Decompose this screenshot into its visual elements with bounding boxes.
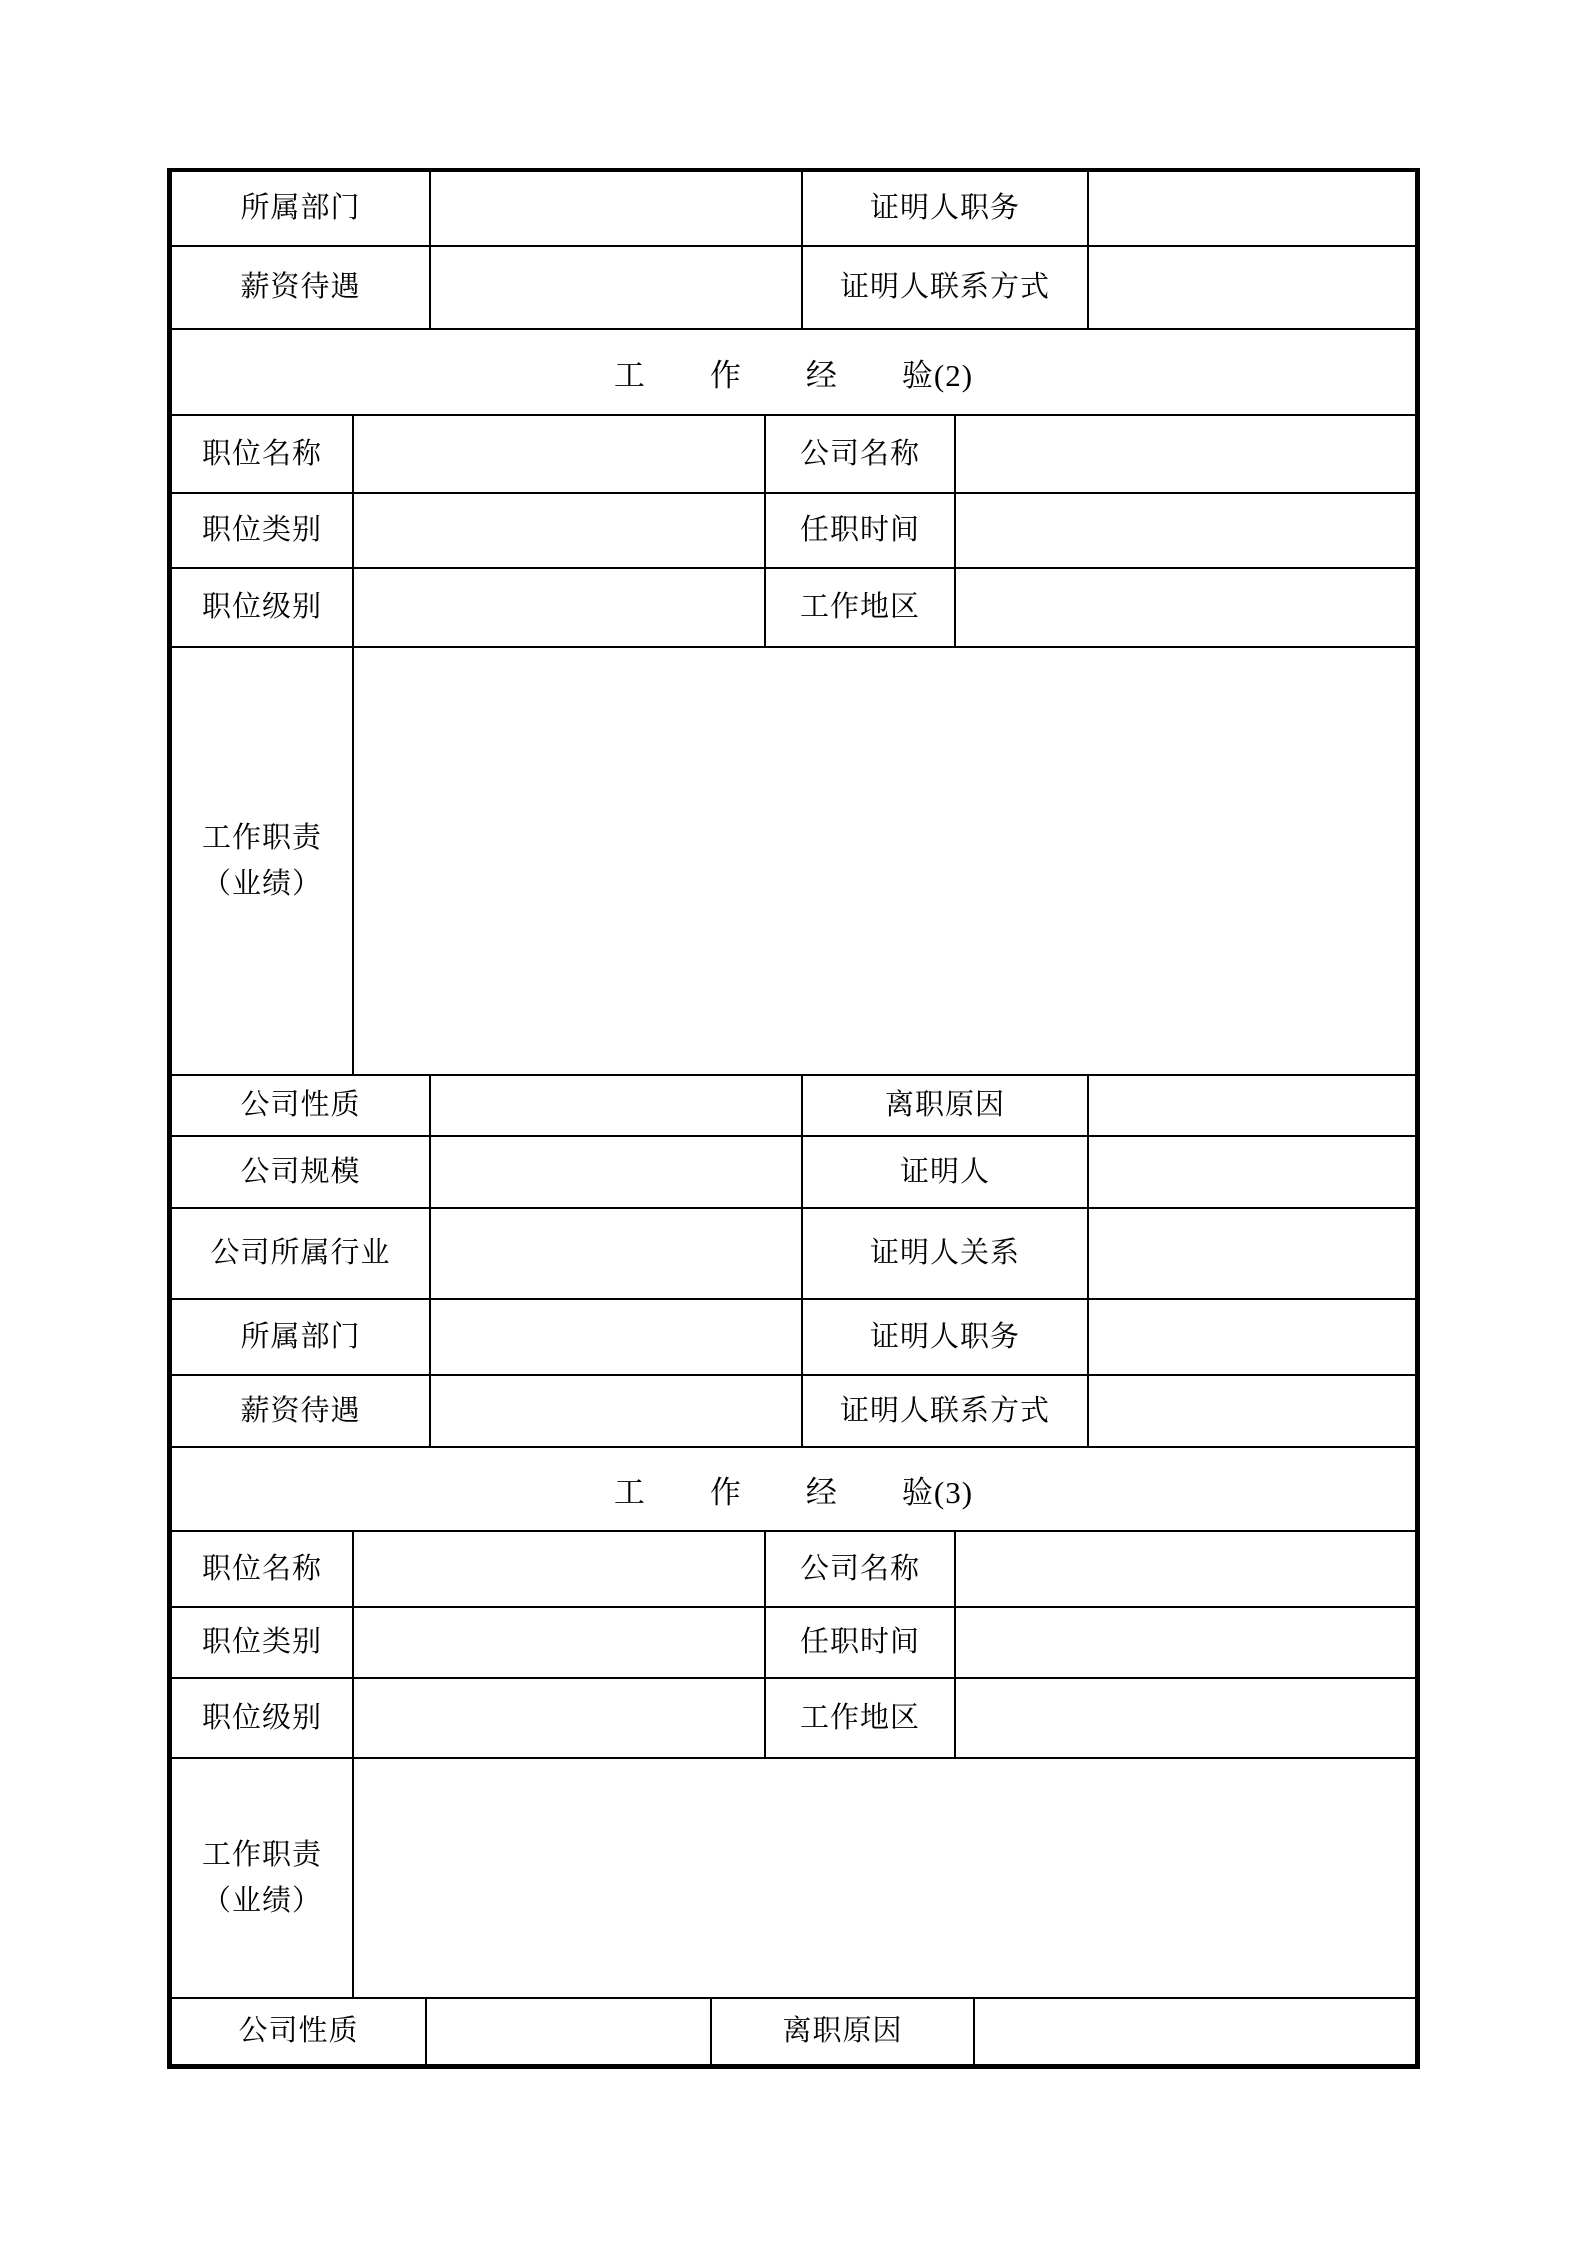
s1-field-department (431, 172, 803, 245)
s1-field-salary (431, 247, 803, 328)
s2-field-position-level (354, 569, 766, 646)
job-duties-label-line2: （业绩） (201, 868, 322, 900)
s1-label-department: 所属部门 (172, 172, 431, 245)
table-row (172, 1300, 1415, 1376)
job-duties-label-line1: 工作职责 (201, 1839, 322, 1871)
table-row (172, 1532, 1415, 1608)
s2-field-referee-relationship (1089, 1209, 1415, 1298)
s3-field-position-name (354, 1532, 766, 1606)
s2-field-salary (431, 1376, 803, 1446)
s3-label-company-name: 公司名称 (766, 1532, 956, 1606)
s2-field-leaving-reason (1089, 1076, 1415, 1135)
table-row (172, 1209, 1415, 1300)
table-row (172, 494, 1415, 569)
s2-field-referee-contact (1089, 1376, 1415, 1446)
job-duties-label-line2: （业绩） (201, 1885, 322, 1917)
s3-label-position-level: 职位级别 (172, 1679, 354, 1757)
s3-field-company-nature (427, 1999, 712, 2064)
s2-field-position-name (354, 416, 766, 492)
s1-label-referee-contact: 证明人联系方式 (803, 247, 1089, 328)
s2-label-job-duties (172, 648, 354, 1074)
table-row (172, 1137, 1415, 1209)
table-row (172, 648, 1415, 1076)
table-row (172, 1376, 1415, 1448)
s2-label-referee-position: 证明人职务 (803, 1300, 1089, 1374)
s3-label-job-duties (172, 1759, 354, 1997)
s2-label-salary: 薪资待遇 (172, 1376, 431, 1446)
section-header-experience-2: 工 作 经 验(2) (613, 357, 974, 393)
s2-field-job-duties (354, 648, 1415, 1074)
s2-field-referee (1089, 1137, 1415, 1207)
table-row (172, 172, 1415, 247)
s2-field-department (431, 1300, 803, 1374)
s1-label-salary: 薪资待遇 (172, 247, 431, 328)
table-row (172, 1076, 1415, 1137)
section-header-row (172, 1448, 1415, 1532)
s1-field-referee-contact (1089, 247, 1415, 328)
s3-field-company-name (956, 1532, 1415, 1606)
s3-field-position-category (354, 1608, 766, 1677)
s2-label-work-location: 工作地区 (766, 569, 956, 646)
s2-field-company-name (956, 416, 1415, 492)
s3-label-leaving-reason: 离职原因 (712, 1999, 975, 2064)
table-row (172, 1608, 1415, 1679)
s3-label-employment-period: 任职时间 (766, 1608, 956, 1677)
table-row (172, 1679, 1415, 1759)
s2-label-department: 所属部门 (172, 1300, 431, 1374)
s2-field-employment-period (956, 494, 1415, 567)
s2-label-position-level: 职位级别 (172, 569, 354, 646)
s2-field-company-size (431, 1137, 803, 1207)
s2-label-company-size: 公司规模 (172, 1137, 431, 1207)
s2-label-referee-contact: 证明人联系方式 (803, 1376, 1089, 1446)
s3-label-company-nature: 公司性质 (172, 1999, 427, 2064)
s3-label-position-name: 职位名称 (172, 1532, 354, 1606)
s2-label-employment-period: 任职时间 (766, 494, 956, 567)
s2-field-work-location (956, 569, 1415, 646)
section-header-row (172, 330, 1415, 416)
s3-field-leaving-reason (975, 1999, 1415, 2064)
s2-field-company-nature (431, 1076, 803, 1135)
s2-label-position-category: 职位类别 (172, 494, 354, 567)
s1-field-referee-position (1089, 172, 1415, 245)
s2-label-referee-relationship: 证明人关系 (803, 1209, 1089, 1298)
table-row (172, 247, 1415, 330)
s2-field-position-category (354, 494, 766, 567)
s3-field-employment-period (956, 1608, 1415, 1677)
resume-table (167, 168, 1420, 2069)
s2-label-leaving-reason: 离职原因 (803, 1076, 1089, 1135)
s2-label-company-name: 公司名称 (766, 416, 956, 492)
s2-label-referee: 证明人 (803, 1137, 1089, 1207)
s2-label-company-industry: 公司所属行业 (172, 1209, 431, 1298)
job-duties-label-line1: 工作职责 (201, 822, 322, 854)
s3-field-position-level (354, 1679, 766, 1757)
table-row (172, 1999, 1415, 2064)
table-row (172, 1759, 1415, 1999)
table-row (172, 569, 1415, 648)
s3-field-job-duties (354, 1759, 1415, 1997)
table-row (172, 416, 1415, 494)
s2-label-company-nature: 公司性质 (172, 1076, 431, 1135)
s1-label-referee-position: 证明人职务 (803, 172, 1089, 245)
s3-label-work-location: 工作地区 (766, 1679, 956, 1757)
s2-field-company-industry (431, 1209, 803, 1298)
section-header-experience-3: 工 作 经 验(3) (613, 1474, 974, 1510)
s3-field-work-location (956, 1679, 1415, 1757)
s2-field-referee-position (1089, 1300, 1415, 1374)
s3-label-position-category: 职位类别 (172, 1608, 354, 1677)
s2-label-position-name: 职位名称 (172, 416, 354, 492)
